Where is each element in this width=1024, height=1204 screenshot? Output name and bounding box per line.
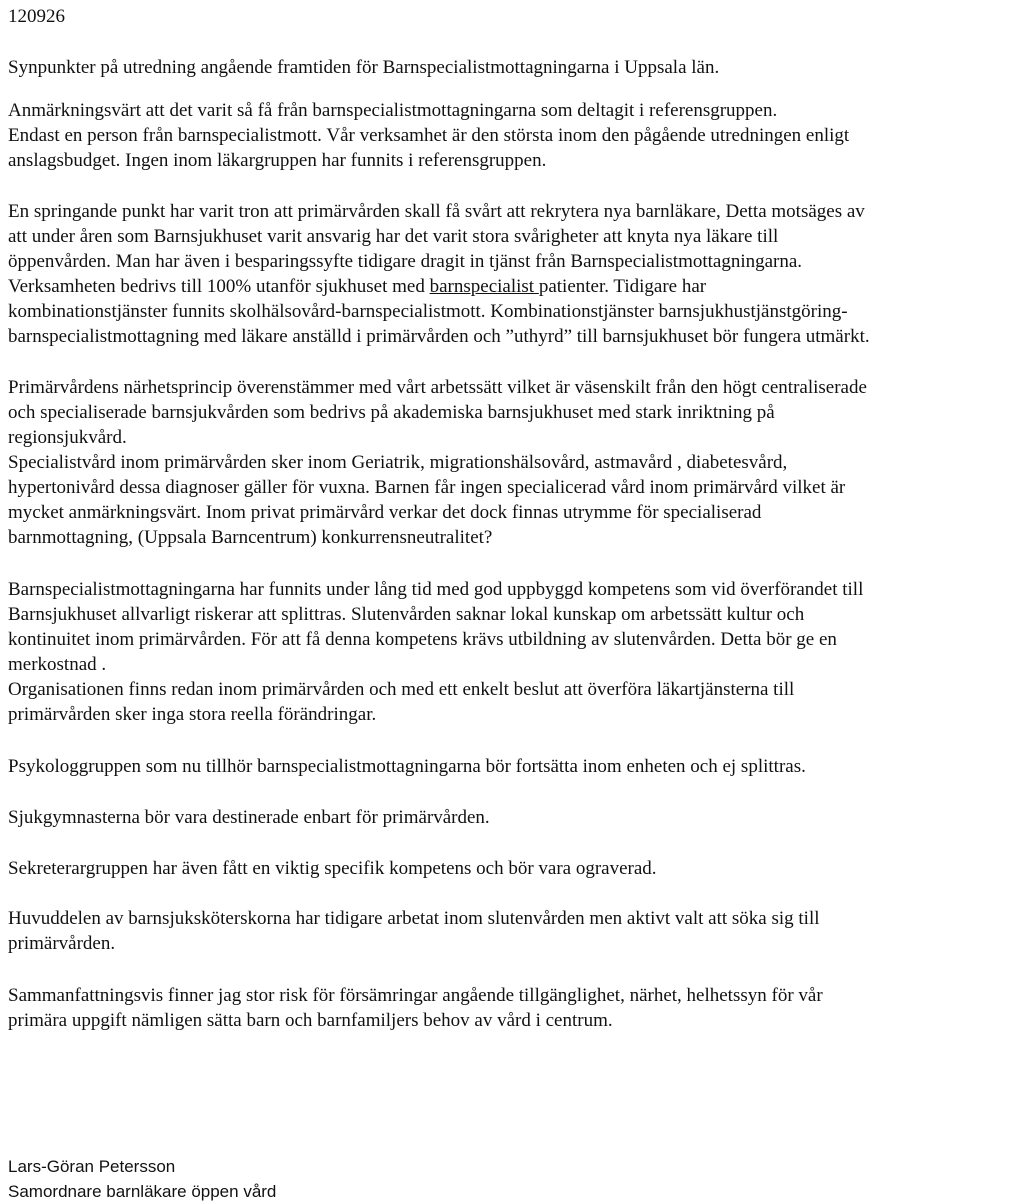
- paragraph-line: Sjukgymnasterna bör vara destinerade enbart för primärvården.: [8, 807, 490, 828]
- paragraph-line: hypertonivård dessa diagnoser gäller för vuxna. Barnen får ingen specialicerad vård inom primärvård vilket är: [8, 477, 846, 498]
- paragraph-line: primära uppgift nämligen sätta barn och barnfamiljers behov av vård i centrum.: [8, 1010, 613, 1031]
- paragraph-line: anslagsbudget. Ingen inom läkargruppen har funnits i referensgruppen.: [8, 150, 547, 171]
- paragraph-line: Sekreterargruppen har även fått en viktig specifik kompetens och bör vara ograverad.: [8, 858, 657, 879]
- underlined-term: barnspecialist: [429, 276, 539, 297]
- paragraph-line: [8, 274, 1020, 299]
- paragraph-line: regionsjukvård.: [8, 427, 127, 448]
- paragraph-line: Barnspecialistmottagningarna har funnits under lång tid med god uppbyggd kompetens som vid överförandet till: [8, 579, 864, 600]
- paragraph-line: Barnsjukhuset allvarligt riskerar att splittras. Slutenvården saknar lokal kunskap om arbetssätt kultur och: [8, 604, 805, 625]
- paragraph-line: En springande punkt har varit tron att primärvården skall få svårt att rekrytera nya barnläkare, Detta motsäges av: [8, 201, 865, 222]
- paragraph-line: primärvården sker inga stora reella förändringar.: [8, 704, 377, 725]
- paragraph: [8, 983, 1020, 1033]
- paragraph-line: barnmottagning, (Uppsala Barncentrum) konkurrensneutralitet?: [8, 527, 493, 548]
- paragraph: [8, 577, 1020, 727]
- heading-line: Synpunkter på utredning angående framtiden för Barnspecialistmottagningarna i Uppsala län.: [8, 57, 720, 78]
- paragraph: [8, 754, 1020, 779]
- paragraph: [8, 199, 1020, 349]
- paragraph-line: barnspecialistmottagning med läkare anställd i primärvården och ”uthyrd” till barnsjukhuset bör fungera utmärkt.: [8, 326, 870, 347]
- paragraph-line: att under åren som Barnsjukhuset varit ansvarig har det varit stora svårigheter att knyta nya läkare till: [8, 226, 779, 247]
- paragraph-line: Anmärkningsvärt att det varit så få från barnspecialistmottagningarna som deltagit i referensgruppen.: [8, 100, 778, 121]
- document-heading: [8, 55, 1020, 80]
- signature-block: [8, 1154, 276, 1204]
- paragraph: [8, 375, 1020, 550]
- paragraph-line: öppenvården. Man har även i besparingssyfte tidigare dragit in tjänst från Barnspecialistmottagningarna.: [8, 251, 803, 272]
- signature-name: Lars-Göran Petersson: [8, 1157, 176, 1176]
- paragraph: [8, 98, 1020, 173]
- paragraph-line: och specialiserade barnsjukvården som bedrivs på akademiska barnsjukhuset med stark inriktning på: [8, 402, 775, 423]
- paragraph: [8, 856, 1020, 881]
- paragraph-line: Organisationen finns redan inom primärvården och med ett enkelt beslut att överföra läkartjänsterna till: [8, 679, 795, 700]
- paragraph-line: Primärvårdens närhetsprincip överenstämmer med vårt arbetssätt vilket är väsenskilt från den högt centraliserade: [8, 377, 867, 398]
- paragraph-line: Specialistvård inom primärvården sker inom Geriatrik, migrationshälsovård, astmavård , diabetesvård,: [8, 452, 788, 473]
- paragraph-line: Sammanfattningsvis finner jag stor risk för försämringar angående tillgänglighet, närhet, helhetssyn för vår: [8, 985, 823, 1006]
- paragraph-line: merkostnad .: [8, 654, 107, 675]
- line-text: Verksamheten bedrivs till 100% utanför sjukhuset med: [8, 276, 430, 297]
- document-id: 120926: [8, 6, 65, 27]
- paragraph-line: primärvården.: [8, 933, 116, 954]
- paragraph-line: kontinuitet inom primärvården. För att få denna kompetens krävs utbildning av slutenvården. Detta bör ge en: [8, 629, 837, 650]
- paragraph: [8, 906, 1020, 956]
- paragraph-line: Endast en person från barnspecialistmott. Vår verksamhet är den största inom den pågående utredningen enligt: [8, 125, 850, 146]
- paragraph: [8, 805, 1020, 830]
- paragraph-line: kombinationstjänster funnits skolhälsovård-barnspecialistmott. Kombinationstjänster barnsjukhustjänstgöring-: [8, 301, 848, 322]
- signature-title: Samordnare barnläkare öppen vård: [8, 1182, 277, 1201]
- line-text: patienter. Tidigare har: [538, 276, 707, 297]
- paragraph-line: mycket anmärkningsvärt. Inom privat primärvård verkar det dock finnas utrymme för specialiserad: [8, 502, 762, 523]
- paragraph-line: Huvuddelen av barnsjuksköterskorna har tidigare arbetat inom slutenvården men aktivt valt att söka sig till: [8, 908, 820, 929]
- paragraph-line: Psykologgruppen som nu tillhör barnspecialistmottagningarna bör fortsätta inom enheten och ej splittras.: [8, 756, 806, 777]
